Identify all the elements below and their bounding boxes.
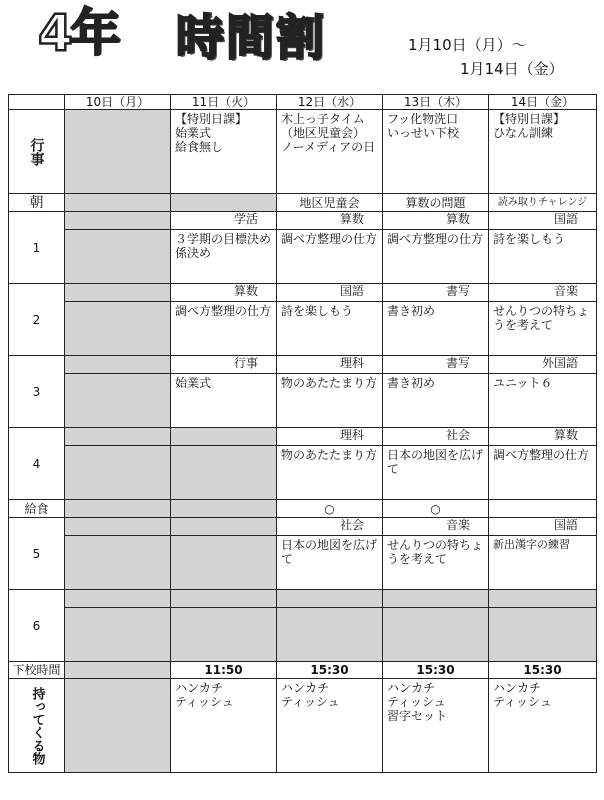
belongings-cell: ハンカチ ティッシュ [489,679,597,773]
belongings-label: 持ってくる物 [29,686,45,765]
event-cell: 【特別日課】 始業式 給食無し [171,110,277,194]
event-cell: フッ化物洗口 いっせい下校 [383,110,489,194]
corner-cell [9,95,65,110]
content-cell: 新出漢字の練習 [489,536,597,590]
content-cell: 詩を楽しもう [489,230,597,284]
date-range-start: 1月10日（月）～ [408,36,527,54]
belongings-cell: ハンカチ ティッシュ 習字セット [383,679,489,773]
date-range-end: 1月14日（金） [460,60,564,78]
content-cell [171,608,277,662]
belongings-cell: ハンカチ ティッシュ [171,679,277,773]
period-label: 3 [9,356,65,428]
morning-cell [65,194,171,212]
subject-cell [171,518,277,536]
subject-cell [65,518,171,536]
subject-cell: 理科 [277,356,383,374]
period-label: 1 [9,212,65,284]
subject-cell: 理科 [277,428,383,446]
period-content-row [9,536,597,590]
subject-cell: 書写 [383,356,489,374]
content-cell [65,536,171,590]
content-cell: 書き初め [383,374,489,428]
period-label: 4 [9,428,65,500]
subject-cell: 算数 [171,284,277,302]
day-header-row [9,95,597,110]
subject-cell: 行事 [171,356,277,374]
content-cell: 調べ方整理の仕方 [383,230,489,284]
period-content-row [9,374,597,428]
content-cell: 調べ方整理の仕方 [277,230,383,284]
period-subject-row [9,356,597,374]
morning-cell: 算数の問題 [383,194,489,212]
subject-cell: 国語 [489,212,597,230]
page-title: 時間割 [176,10,327,66]
content-cell: 調べ方整理の仕方 [171,302,277,356]
grade-label: 4年 [38,4,119,62]
content-cell: 始業式 [171,374,277,428]
lunch-row [9,500,597,518]
event-cell [65,110,171,194]
morning-cell: 読み取りチャレンジ [489,194,597,212]
content-cell [171,446,277,500]
content-cell: 書き初め [383,302,489,356]
dismissal-cell [65,662,171,679]
day-header: 12日（水） [277,95,383,110]
events-row [9,110,597,194]
subject-cell [383,590,489,608]
day-header: 10日（月） [65,95,171,110]
day-header: 11日（火） [171,95,277,110]
subject-cell: 外国語 [489,356,597,374]
content-cell: 物のあたたまり方 [277,446,383,500]
lunch-cell [65,500,171,518]
content-cell [489,608,597,662]
subject-cell: 社会 [277,518,383,536]
dismissal-cell: 15:30 [489,662,597,679]
content-cell: 日本の地図を広げて [383,446,489,500]
subject-cell: 音楽 [489,284,597,302]
content-cell: せんりつの特ちょうを考えて [489,302,597,356]
events-label: 行事 [28,137,45,166]
period-content-row [9,608,597,662]
subject-cell [65,356,171,374]
period-subject-row [9,284,597,302]
subject-cell [277,590,383,608]
morning-cell: 地区児童会 [277,194,383,212]
lunch-label: 給食 [9,500,65,518]
content-cell: 詩を楽しもう [277,302,383,356]
event-cell: 木上っ子タイム （地区児童会） ノーメディアの日 [277,110,383,194]
morning-cell [171,194,277,212]
content-cell: ユニット６ [489,374,597,428]
content-cell: 調べ方整理の仕方 [489,446,597,500]
subject-cell [65,284,171,302]
event-cell: 【特別日課】 ひなん訓練 [489,110,597,194]
period-subject-row [9,518,597,536]
timetable [8,94,597,773]
content-cell: 物のあたたまり方 [277,374,383,428]
content-cell: 日本の地図を広げて [277,536,383,590]
lunch-cell [489,500,597,518]
subject-cell: 算数 [277,212,383,230]
subject-cell [171,590,277,608]
lunch-cell: ○ [383,500,489,518]
belongings-row [9,679,597,773]
dismissal-cell: 11:50 [171,662,277,679]
lunch-cell [171,500,277,518]
content-cell [65,302,171,356]
page-header [0,0,604,95]
subject-cell [65,428,171,446]
content-cell [65,230,171,284]
subject-cell: 学活 [171,212,277,230]
period-content-row [9,446,597,500]
content-cell [65,446,171,500]
belongings-cell: ハンカチ ティッシュ [277,679,383,773]
subject-cell: 国語 [277,284,383,302]
period-content-row [9,302,597,356]
dismissal-row [9,662,597,679]
day-header: 14日（金） [489,95,597,110]
dismissal-label: 下校時間 [9,662,65,679]
subject-cell [171,428,277,446]
subject-cell: 算数 [383,212,489,230]
subject-cell: 書写 [383,284,489,302]
period-subject-row [9,212,597,230]
dismissal-cell: 15:30 [383,662,489,679]
period-subject-row [9,590,597,608]
content-cell [65,608,171,662]
content-cell: ３学期の目標決め 係決め [171,230,277,284]
period-label: 2 [9,284,65,356]
subject-cell: 社会 [383,428,489,446]
morning-label: 朝 [9,194,65,212]
subject-cell: 音楽 [383,518,489,536]
content-cell: せんりつの特ちょうを考えて [383,536,489,590]
content-cell [383,608,489,662]
period-subject-row [9,428,597,446]
period-label: 5 [9,518,65,590]
content-cell [277,608,383,662]
period-label: 6 [9,590,65,662]
subject-cell: 国語 [489,518,597,536]
subject-cell [65,590,171,608]
dismissal-cell: 15:30 [277,662,383,679]
period-content-row [9,230,597,284]
content-cell [171,536,277,590]
day-header: 13日（木） [383,95,489,110]
subject-cell [489,590,597,608]
belongings-cell [65,679,171,773]
subject-cell [65,212,171,230]
lunch-cell: ○ [277,500,383,518]
morning-row [9,194,597,212]
subject-cell: 算数 [489,428,597,446]
content-cell [65,374,171,428]
